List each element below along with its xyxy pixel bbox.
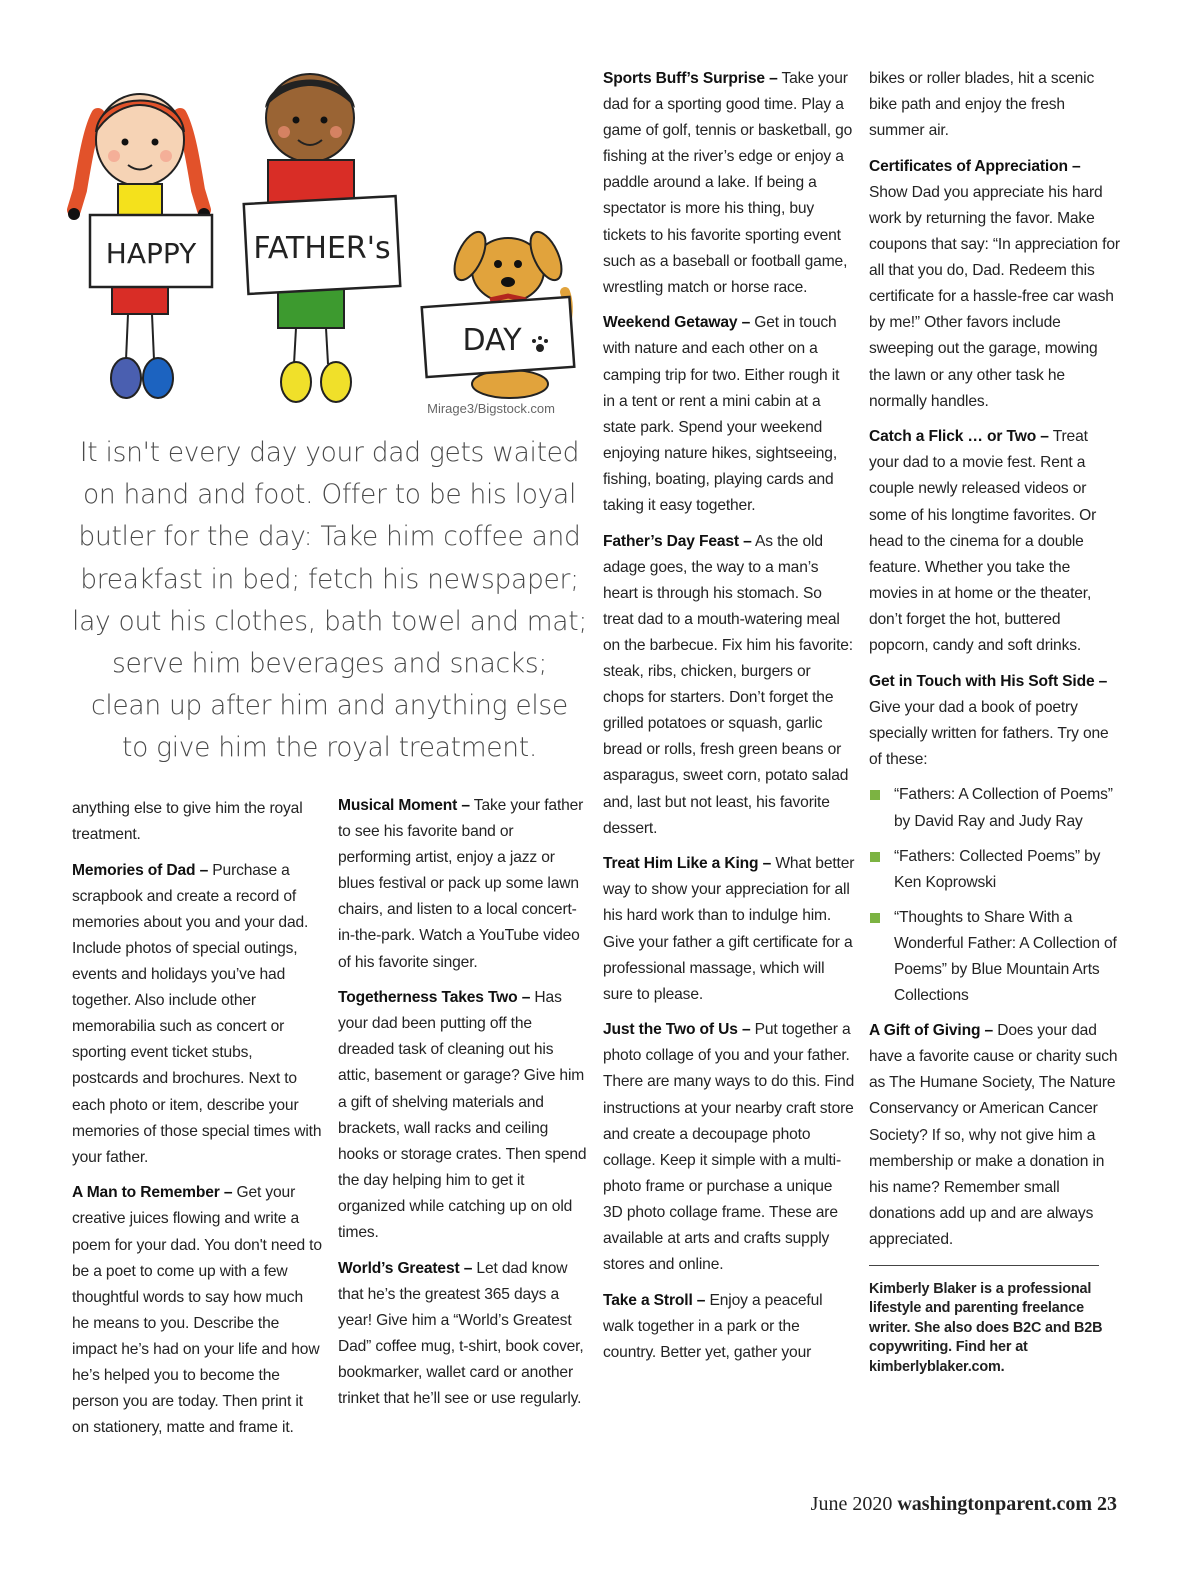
- author-bio: Kimberly Blaker is a professional lifestyle and parenting freelance writer. She also does B2C and B2B copywriting. Find her at kimberlyblaker.com.: [869, 1281, 1103, 1375]
- tip-heading: A Gift of Giving –: [869, 1022, 994, 1040]
- fathers-day-illustration: [60, 60, 580, 430]
- pull-quote-line: to give him the royal treatment.: [121, 732, 537, 764]
- pull-quote-line: It isn't every day your dad gets waited: [79, 437, 580, 468]
- tip-heading: Father’s Day Feast –: [603, 532, 752, 550]
- tip-heading: A Man to Remember –: [72, 1184, 233, 1202]
- sign-happy: HAPPY: [105, 237, 197, 270]
- bullet-square-icon: [870, 852, 880, 862]
- tip-just-the-two-of-us: Just the Two of Us – Put together a photo collage of you and your father. There are many ways to do this. Find instructions at your nearby craft store and create a decoupage photo collage. Keep it simple with a multi-photo frame or purchase a unique 3D photo collage frame. These are available at arts and crafts supply stores and online.: [603, 1021, 855, 1274]
- pull-quote-line: breakfast in bed; fetch his newspaper;: [80, 563, 579, 595]
- sign-day: DAY: [462, 323, 522, 358]
- bullet-square-icon: [870, 913, 880, 923]
- tip-memories-of-dad: Memories of Dad – Purchase a scrapbook and create a record of memories about you and your dad. Include photos of special outings, events and holidays you’ve had together. Also include other memorabilia such as concert or sporting event ticket stubs, postcards and brochures. Next to each photo or item, describe your memories of those special times with your father.: [72, 861, 322, 1166]
- tip-togetherness: Togetherness Takes Two – Has your dad been putting off the dreaded task of cleaning out his attic, basement or garage? Give him a gift of shelving materials and brackets, wall racks and ceiling hooks or storage crates. Then spend the day helping him to get it organized while catching up on old times.: [338, 989, 587, 1241]
- tip-heading: Memories of Dad –: [72, 861, 209, 879]
- tip-a-man-to-remember: A Man to Remember – Get your creative juices flowing and write a poem for your dad. You don't need to be a poet to come up with a few thoughtful words to say how much he means to you. Describe the impact he’s had on your life and how he’s helped you to become the person you are today. Then print it on stationery, matte and frame it.: [72, 1184, 322, 1437]
- tip-heading: Togetherness Takes Two –: [338, 989, 531, 1007]
- image-credit: Mirage3/Bigstock.com: [427, 401, 555, 416]
- divider: [869, 1265, 1099, 1266]
- boy-figure: [244, 74, 401, 402]
- tip-heading: World’s Greatest –: [338, 1259, 473, 1277]
- page-number: 23: [1097, 1493, 1117, 1515]
- tip-heading: Catch a Flick … or Two –: [869, 428, 1049, 446]
- article-column-3: [603, 66, 855, 1376]
- tip-heading: Treat Him Like a King –: [603, 855, 772, 873]
- tip-heading: Take a Stroll –: [603, 1291, 706, 1309]
- bullet-square-icon: [870, 790, 880, 800]
- pull-quote-line: clean up after him and anything else: [91, 690, 568, 722]
- article-column-4: [869, 66, 1121, 1387]
- issue-date: June 2020: [810, 1493, 893, 1515]
- page-footer: [811, 1493, 1117, 1516]
- tip-worlds-greatest: World’s Greatest – Let dad know that he’s the greatest 365 days a year! Give him a “World’s Greatest Dad” coffee mug, t-shirt, book cover, bookmarker, wallet card or another trinket that he’ll see or use regularly.: [338, 1259, 584, 1408]
- pull-quote: [72, 432, 587, 770]
- article-column-2: [338, 793, 588, 1422]
- continued-paragraph: bikes or roller blades, hit a scenic bike path and enjoy the fresh summer air.: [869, 70, 1095, 140]
- tip-treat-him-like-a-king: Treat Him Like a King – What better way to show your appreciation for all his hard work than to indulge him. Give your father a gift certificate for a professional massage, which will sure to please.: [603, 855, 855, 1003]
- list-item: “Fathers: Collected Poems” by Ken Koprowski: [869, 844, 1121, 896]
- pull-quote-line: on hand and foot. Offer to be his loyal: [82, 479, 577, 511]
- list-item: “Thoughts to Share With a Wonderful Father: A Collection of Poems” by Blue Mountain Arts Collections: [869, 905, 1121, 1009]
- tip-weekend-getaway: Weekend Getaway – Get in touch with nature and each other on a camping trip for two. Either rough it in a tent or rent a mini cabin at a state park. Spend your weekend enjoying nature hikes, sightseeing, fishing, boating, playing cards and taking it easy together.: [603, 314, 840, 514]
- dog-figure: [422, 227, 575, 398]
- tip-heading: Sports Buff’s Surprise –: [603, 70, 778, 87]
- tip-heading: Certificates of Appreciation –: [869, 157, 1081, 175]
- pull-quote-line: butler for the day: Take him coffee and: [78, 521, 581, 553]
- tip-heading: Weekend Getaway –: [603, 314, 751, 332]
- pull-quote-line: lay out his clothes, bath towel and mat;: [72, 605, 587, 637]
- poetry-book-list: [869, 782, 1121, 1009]
- tip-catch-a-flick: Catch a Flick … or Two – Treat your dad to a movie fest. Rent a couple newly released videos or some of his longtime favorites. Or head to the cinema for a double feature. Whether you take the movies in at home or the theater, don’t forget the hot, buttered popcorn, candy and soft drinks.: [869, 428, 1097, 654]
- tip-fathers-day-feast: Father’s Day Feast – As the old adage goes, the way to a man’s heart is through his stomach. So treat dad to a mouth-watering meal on the barbecue. Fix him his favorite: steak, ribs, chicken, burgers or chops for starters. Don’t forget the grilled potatoes or squash, garlic bread or rolls, fresh green beans or asparagus, sweet corn, potato salad and, last but not least, his favorite dessert.: [603, 532, 853, 837]
- girl-figure: [68, 94, 212, 398]
- tip-musical-moment: Musical Moment – Take your father to see his favorite band or performing artist, enjoy a jazz or blues festival or pack up some lawn chairs, and listen to a local concert-in-the-park. Watch a YouTube video of his favorite singer.: [338, 797, 584, 971]
- article-column-1: [72, 796, 322, 1451]
- continued-paragraph: anything else to give him the royal treatment.: [72, 800, 303, 844]
- tip-heading: Just the Two of Us –: [603, 1021, 751, 1039]
- site-name: washingtonparent.com: [897, 1493, 1092, 1515]
- tip-sports-buff: Sports Buff’s Surprise – Take your dad for a sporting good time. Play a game of golf, tennis or basketball, go fishing at the river’s edge or enjoy a paddle around a lake. If being a spectator is more his thing, buy tickets to his favorite sporting event such as a baseball or football game, wrestling match or horse race.: [603, 70, 853, 296]
- sign-fathers: FATHER's: [253, 231, 391, 266]
- tip-certificates: Certificates of Appreciation – Show Dad you appreciate his hard work by returning the favor. Make coupons that say: “In appreciation for all that you do, Dad. Redeem this certificate for a hassle-free car wash by me!” Other favors include sweeping out the garage, mowing the lawn or any other task he normally handles.: [869, 157, 1120, 410]
- tip-a-gift-of-giving: A Gift of Giving – Does your dad have a favorite cause or charity such as The Humane Society, The Nature Conservancy or American Cancer Society? If so, why not give him a membership or make a donation in his name? Remember small donations add up and are always appreciated.: [869, 1022, 1118, 1248]
- pull-quote-line: serve him beverages and snacks;: [112, 648, 547, 680]
- tip-heading: Get in Touch with His Soft Side –: [869, 672, 1108, 690]
- tip-soft-side: Get in Touch with His Soft Side – Give your dad a book of poetry specially written for fathers. Try one of these:: [869, 672, 1109, 768]
- list-item: “Fathers: A Collection of Poems” by David Ray and Judy Ray: [869, 782, 1121, 834]
- tip-take-a-stroll: Take a Stroll – Enjoy a peaceful walk together in a park or the country. Better yet, gather your: [603, 1291, 823, 1361]
- tip-heading: Musical Moment –: [338, 797, 470, 814]
